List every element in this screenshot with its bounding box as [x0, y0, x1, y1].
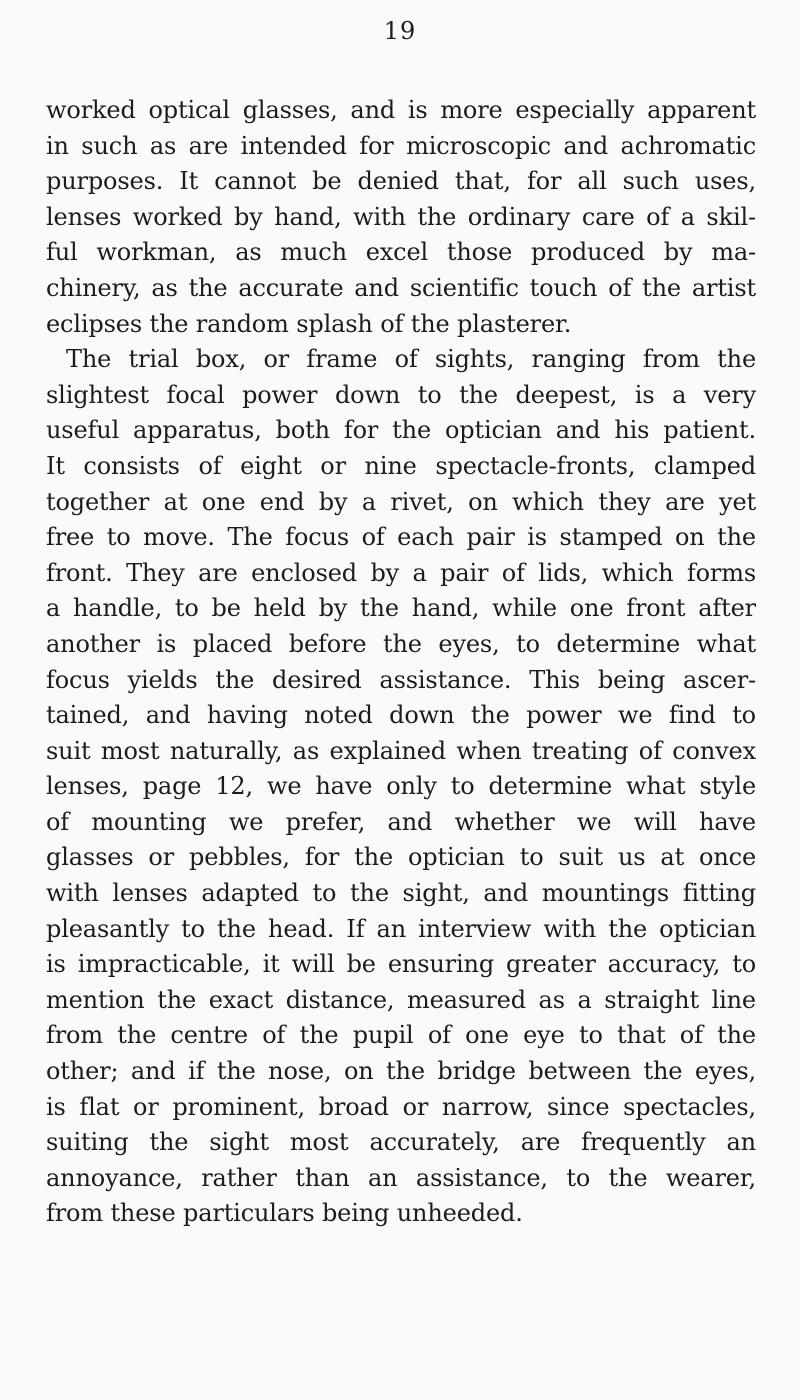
- text-line: annoyance, rather than an assistance, to the wearer,: [46, 1163, 756, 1192]
- text-line: is impracticable, it will be ensuring greater accuracy, to: [46, 950, 756, 979]
- text-line: suiting the sight most accurately, are frequently an: [46, 1128, 756, 1157]
- text-line: from the centre of the pupil of one eye to that of the: [46, 1021, 756, 1050]
- text-line: suit most naturally, as explained when treating of convex: [46, 736, 756, 765]
- page-number: 19: [383, 17, 417, 45]
- text-line: ful workman, as much excel those produced by ma-: [46, 238, 756, 267]
- text-line: front. They are enclosed by a pair of lids, which forms: [46, 558, 756, 587]
- text-line: in such as are intended for microscopic and achromatic: [46, 131, 756, 160]
- text-line: worked optical glasses, and is more especially apparent: [46, 96, 756, 124]
- text-line: It consists of eight or nine spectacle-fronts, clamped: [46, 451, 756, 480]
- text-line: lenses, page 12, we have only to determine what style: [46, 772, 756, 801]
- text-line: pleasantly to the head. If an interview with the optician: [46, 914, 756, 943]
- text-line: mention the exact distance, measured as a straight line: [46, 985, 756, 1014]
- text-line: purposes. It cannot be denied that, for all such uses,: [46, 167, 756, 196]
- text-line: of mounting we prefer, and whether we will have: [46, 807, 756, 836]
- text-line: a handle, to be held by the hand, while one front after: [46, 594, 756, 623]
- text-line: eclipses the random splash of the plasterer.: [46, 309, 572, 338]
- body-text: [46, 93, 756, 1232]
- text-line: chinery, as the accurate and scientific touch of the artist: [46, 273, 756, 302]
- text-line: focus yields the desired assistance. This being ascer-: [46, 665, 756, 694]
- text-line: free to move. The focus of each pair is stamped on the: [46, 523, 756, 552]
- text-line: The trial box, or frame of sights, ranging from the: [66, 345, 756, 374]
- text-line: another is placed before the eyes, to determine what: [46, 629, 756, 658]
- text-line: tained, and having noted down the power we find to: [46, 701, 756, 730]
- text-line: from these particulars being unheeded.: [46, 1199, 523, 1228]
- text-line: together at one end by a rivet, on which they are yet: [46, 487, 756, 516]
- text-line: with lenses adapted to the sight, and mountings fitting: [46, 879, 756, 908]
- text-line: is flat or prominent, broad or narrow, since spectacles,: [46, 1092, 756, 1121]
- text-line: slightest focal power down to the deepest, is a very: [46, 380, 756, 409]
- text-line: other; and if the nose, on the bridge between the eyes,: [46, 1057, 756, 1086]
- text-line: lenses worked by hand, with the ordinary care of a skil-: [46, 202, 756, 231]
- text-line: useful apparatus, both for the optician and his patient.: [46, 416, 756, 445]
- text-line: glasses or pebbles, for the optician to suit us at once: [46, 843, 756, 872]
